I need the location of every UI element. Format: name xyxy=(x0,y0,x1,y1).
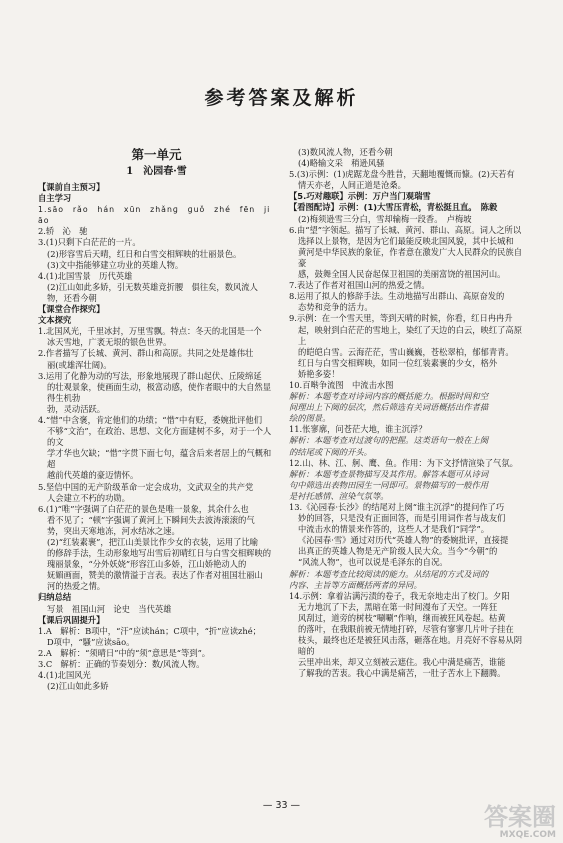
right-column xyxy=(289,147,529,680)
answer-line: 感，鼓舞全国人民奋起保卫祖国的美丽富饶的祖国河山。 xyxy=(298,269,506,280)
answer-line: 9.示例：在一个雪天里，等到天晴的时候，你看，红日冉冉升 xyxy=(289,313,513,324)
answer-line: 风刮过，道旁的树枝“唰唰”作响，继而被狂风卷起。枯黄 xyxy=(298,612,506,623)
answer-line: 不够“文治”，在政治、思想、文化方面建树不多，对于一个人的文 xyxy=(47,426,272,448)
answer-line: 是衬托感情、渲染气氛等。 xyxy=(289,490,389,501)
left-answer-lines xyxy=(38,182,275,692)
watermark-logo xyxy=(428,804,556,840)
answer-line: 看不见了；“顿”字强调了黄河上下瞬间失去波涛滚滚的气 xyxy=(47,514,255,525)
answer-line: 6.由“望”字领起。描写了长城、黄河、群山、高原。词人之所以 xyxy=(289,224,522,235)
answer-line: 红日与白雪交相辉映，如同一位红装素裹的少女，格外 xyxy=(298,357,498,368)
answer-line: 11.怅寥廓，问苍茫大地，谁主沉浮？ xyxy=(289,424,427,435)
answer-line: D项中，“騷”应读sāo。 xyxy=(47,636,135,647)
answer-line: “风流人物”，也可以说是毛泽东的自况。 xyxy=(298,557,448,568)
answer-line: 2.作者描写了长城、黄河、群山和高原。共同之处是雄伟壮 xyxy=(38,348,254,359)
answer-line: 解析：本题考查景物描写及其作用。解答本题可从诗词 xyxy=(289,468,489,479)
answer-line: (2)江山如此多娇，引无数英雄竞折腰 俱往矣，数风流人 xyxy=(47,281,258,292)
answer-line: 绘的图景。 xyxy=(289,413,331,424)
watermark-url: MXQE.COM xyxy=(499,830,556,840)
answer-line: 3.C 解析：正确的节奏划分：数/风流人物。 xyxy=(38,659,205,670)
answer-line: 解析：本题考查对过渡句的把握。这类语句一般在上阕 xyxy=(289,435,489,446)
answer-line: 势，突出天寒地冻，河水结冰之速。 xyxy=(47,525,180,536)
answer-line: 内容、主旨等方面概括两者的异同。 xyxy=(289,579,422,590)
answer-line: 娇艳多姿！ xyxy=(298,368,340,379)
answer-line: 【课后巩固提升】 xyxy=(38,614,105,625)
answer-line: 态势和竞争的活力。 xyxy=(298,302,373,313)
answer-line: (2)梅须逊雪三分白，雪却输梅一段香。 卢梅坡 xyxy=(298,213,472,224)
answer-line: 7.表达了作者对祖国山河的热爱之情。 xyxy=(289,280,430,291)
answer-line: 5.(3)示例：(1)虎踞龙盘今胜昔，天翻地覆慨而慷。(2)天若有 xyxy=(289,169,515,180)
answer-line: 中流击水的情景来作答的，这些人才是我们“同学”。 xyxy=(298,524,490,535)
answer-line: 自主学习 xyxy=(38,193,72,204)
answer-line: 枝头，最终也还是被狂风击落，砸落在地。月亮好不容易从阴暗的 xyxy=(298,635,523,657)
answer-line: 妙的回答，只是没有正面回答，而是引用词作者与战友们 xyxy=(298,513,506,524)
answer-line: 1.sāo rǎo hán xūn zhǎnɡ ɡuǒ zhé fēn jiāo xyxy=(38,205,271,226)
answer-line: 解析：本题考查对诗词内容的概括能力。根据时间和空 xyxy=(289,391,489,402)
answer-line: 情天亦老，人间正道是沧桑。 xyxy=(298,180,406,191)
answer-line: 学才华也欠缺；“惜”字贯下面七句，蕴含后来者居上的气概和超 xyxy=(47,448,272,470)
answer-line: 勃，灵动活跃。 xyxy=(47,403,106,414)
answer-line: 云里冲出来，却又立刻被云遮住。我心中满是痛苦，谁能 xyxy=(298,657,506,668)
answer-line: 越前代英雄的豪迈情怀。 xyxy=(47,470,139,481)
answer-line: 【看图配诗】示例：(1)大雪压青松，青松挺且直。 陈毅 xyxy=(289,202,498,213)
answer-line: 【5.巧对趣联】示例：万户当门观瑞雪 xyxy=(289,191,431,202)
answer-line: 丽(或雄浑壮阔)。 xyxy=(47,359,112,370)
lesson-title: 1 沁园春·雪 xyxy=(126,166,187,177)
answer-line: (2)江山如此多娇 xyxy=(47,681,109,692)
answer-line: 物，还看今朝 xyxy=(47,292,97,303)
answer-line: 冰天雪地，广袤无垠的银色世界。 xyxy=(47,337,172,348)
answer-line: 解析：本题考查比较阅读的能力。从结尾的方式及词的 xyxy=(289,568,489,579)
answer-line: (2)“红装素裹”，把江山美景比作少女的衣装，运用了比喻 xyxy=(47,537,259,547)
answer-line: 4.(1)北国雪景 历代英雄 xyxy=(38,270,133,281)
answer-line: 4.“惜”中含褒，肯定他们的功绩；“惜”中有贬，委婉批评他们 xyxy=(38,414,263,425)
answer-line: 3.(1)只剩下白茫茫的一片。 xyxy=(38,237,141,248)
answer-line: 2.A 解析：“须晴日”中的“须”意思是“等到”。 xyxy=(38,647,211,658)
watermark-text: 答案圈 xyxy=(484,803,556,831)
page-title: 参考答案及解析 xyxy=(204,87,359,109)
answer-line: 4.(1)北国风光 xyxy=(38,670,91,681)
answer-line: 了解我的苦衷。我心中满是痛苦，一肚子苦水上下翻腾。 xyxy=(298,668,506,679)
answer-line: (3)文中指能够建立功业的英雄人物。 xyxy=(47,259,184,270)
answer-line: 3.运用了化静为动的写法，形象地展现了群山起伏、丘陵绵延 xyxy=(38,370,262,381)
answer-line: 的结尾或下阕的开头。 xyxy=(289,446,372,457)
answer-line: 6.(1)“唯”字强调了白茫茫的景色是唯一景象，其余什么也 xyxy=(38,503,249,514)
answer-line: 文本探究 xyxy=(38,315,72,326)
answer-line: 【课堂合作探究】 xyxy=(38,304,105,315)
answer-line: 间理出上下阕的层次，然后筛选有关词语概括出作者描 xyxy=(289,402,489,413)
answer-line: 5.坚信中国的无产阶级革命一定会成功，文武双全的共产党 xyxy=(38,481,254,492)
answer-line: 句中筛选出表物田园生一同即可。景物描写的一般作用 xyxy=(289,479,489,490)
answer-line: 瑰丽景象，“分外妖娆”形容江山多娇，江山娇艳动人的 xyxy=(47,559,247,570)
answer-line: (3)数风流人物，还看今朝 xyxy=(298,147,393,157)
answer-line: (4)略输文采 稍逊风骚 xyxy=(298,158,385,169)
answer-line: 选择以上景物，是因为它们最能反映北国风貌，其中长城和 xyxy=(298,235,514,246)
answer-line: 13.《沁园春·长沙》的结尾对上阕“谁主沉浮”的提问作了巧 xyxy=(289,502,505,512)
answer-line: 14.示例：拿着沾满污渍的卷子，我无奈地走出了校门。夕阳 xyxy=(289,590,510,601)
left-column xyxy=(38,147,275,692)
answer-line: 的修辞手法，生动形象地写出雪后初晴红日与白雪交相辉映的 xyxy=(47,548,272,559)
answer-line: 10.百啭争流图 中流击水图 xyxy=(289,379,394,390)
answer-line: (2)形容雪后天晴，红日和白雪交相辉映的壮丽景色。 xyxy=(47,248,242,259)
right-answer-lines xyxy=(289,147,529,680)
answer-line: 1.北国风光，千里冰封，万里雪飘。特点：冬天的北国是一个 xyxy=(38,326,262,337)
answer-line: 的壮观景象，使画面生动，极富动感，使作者眼中的大自然显得生机勃 xyxy=(47,381,272,403)
answer-line: 《沁园春·雪》通过对历代“英雄人物”的委婉批评，直接提 xyxy=(298,535,509,546)
page-number: — 33 — xyxy=(262,800,301,811)
answer-line: 【课前自主预习】 xyxy=(38,182,105,192)
answer-line: 起，映射到白茫茫的雪地上，染红了天边的白云，映红了高原上 xyxy=(298,324,523,346)
answer-line: 的皑皑白雪。云海茫茫，雪山巍巍，苍松翠柏，郁郁青青。 xyxy=(298,346,514,357)
answer-line: 1.A 解析：B项中，“汗”应读hán；C项中，“折”应读zhé； xyxy=(38,625,261,636)
unit-title: 第一单元 xyxy=(131,147,182,162)
answer-line: 黄河是中华民族的象征，作者意在激发广大人民群众的民族自豪 xyxy=(298,246,523,268)
answer-line: 人会建立不朽的功勋。 xyxy=(47,492,130,503)
answer-line: 2.轿 沁 驰 xyxy=(38,226,88,237)
answer-line: 河的热爱之情。 xyxy=(47,581,106,592)
answer-line: 出真正的英雄人物是无产阶级人民大众。当今“今朝”的 xyxy=(298,546,498,557)
answer-line: 妩媚画面，赞美的激情溢于言表。表达了作者对祖国壮丽山 xyxy=(47,570,263,581)
answer-line: 写景 祖国山河 论史 当代英雄 xyxy=(47,603,172,614)
answer-line: 归纳总结 xyxy=(38,592,72,603)
answer-line: 8.运用了拟人的修辞手法。生动地描写出群山、高原奋发的 xyxy=(289,291,505,302)
answer-line: 的落叶，在我眼前被无情地打碎，尽管有寥寥几片叶子挂在 xyxy=(298,624,514,635)
answer-line: 无力地沉了下去，黑暗在第一时间漫布了天空。一阵狂 xyxy=(298,601,498,612)
answer-line: 12.山、林、江、舸、鹰、鱼。作用：为下文抒情渲染了气氛。 xyxy=(289,457,518,468)
